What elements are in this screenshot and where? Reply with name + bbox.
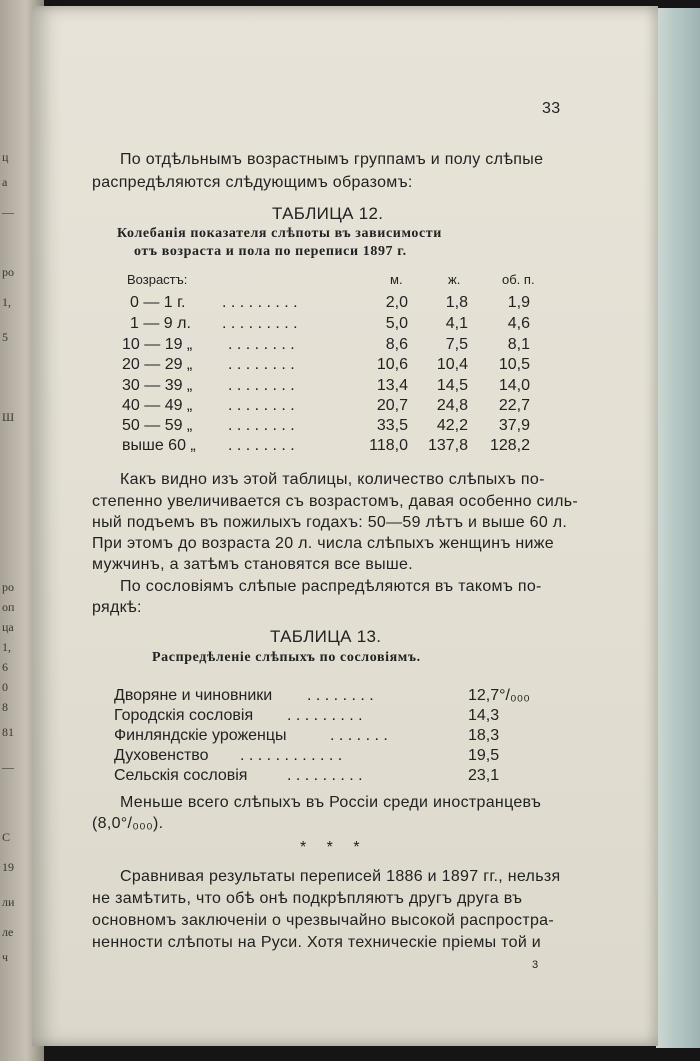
left-page-fragment: ч	[2, 950, 9, 964]
table-row	[32, 767, 658, 787]
value-male: 13,4	[376, 377, 408, 394]
table-row	[32, 727, 658, 747]
paragraph-line: рядкѣ:	[92, 599, 142, 616]
left-page-fragment: 8	[2, 700, 8, 714]
value-male: 118,0	[369, 437, 408, 454]
left-page-fragment: 19	[2, 860, 14, 874]
age-group: 30 — 39 „	[122, 377, 193, 394]
estate-label: Финляндскіе уроженцы	[114, 727, 287, 744]
asterism: * * *	[300, 839, 368, 856]
table-row	[32, 336, 658, 356]
table-row	[32, 356, 658, 376]
left-page-fragment: 5	[2, 330, 8, 344]
estate-label: Сельскія сословія	[114, 767, 248, 784]
value-total: 10,5	[498, 356, 530, 373]
value-total: 8,1	[507, 336, 530, 353]
paragraph-line: Сравнивая результаты переписей 1886 и 1897 гг., нельзя	[120, 868, 561, 885]
paragraph-line: основномъ заключеніи о чрезвычайно высокой распростра-	[92, 912, 554, 929]
book-cover-edge	[656, 8, 700, 1048]
table-row	[32, 437, 658, 457]
dot-leader: . . . . . . . . . . . .	[240, 747, 343, 764]
dot-leader: . . . . . . . . .	[287, 707, 363, 724]
header-total: об. п.	[502, 272, 535, 287]
intro-line: распредѣляются слѣдующимъ образомъ:	[92, 174, 413, 191]
signature-mark: 3	[532, 959, 539, 971]
left-page-fragment: —	[2, 760, 14, 774]
left-page-fragment: оп	[2, 600, 15, 614]
age-group: 0 — 1 г.	[130, 294, 186, 311]
table12-title: Колебанія показателя слѣпоты въ зависимости	[117, 226, 442, 241]
header-male: м.	[390, 272, 403, 287]
left-page-fragment: а	[2, 175, 8, 189]
estate-value: 12,7°/₀₀₀	[468, 687, 530, 704]
dot-leader: . . . . . . .	[330, 727, 388, 744]
paragraph-line: не замѣтить, что обѣ онѣ подкрѣпляютъ другъ друга въ	[92, 890, 523, 907]
paragraph-line: степенно увеличивается съ возрастомъ, давая особенно силь-	[92, 493, 579, 510]
estate-value: 23,1	[468, 767, 500, 784]
value-female: 137,8	[427, 437, 468, 454]
estate-value: 19,5	[468, 747, 500, 764]
table-row	[32, 417, 658, 437]
value-male: 33,5	[376, 417, 408, 434]
value-total: 4,6	[507, 315, 530, 332]
dot-leader: . . . . . . . .	[228, 356, 295, 373]
left-page-fragment: Ш	[2, 410, 15, 424]
value-male: 5,0	[385, 315, 408, 332]
table-row	[32, 687, 658, 707]
dot-leader: . . . . . . . . .	[222, 315, 298, 332]
value-female: 14,5	[436, 377, 468, 394]
value-female: 42,2	[436, 417, 468, 434]
left-page-fragment: ро	[2, 265, 14, 279]
age-group: 10 — 19 „	[122, 336, 193, 353]
paragraph-line: (8,0°/₀₀₀).	[92, 815, 164, 832]
table12-label: ТАБЛИЦА 12.	[272, 204, 384, 223]
value-male: 20,7	[376, 397, 408, 414]
age-group: 20 — 29 „	[122, 356, 193, 373]
intro-line: По отдѣльнымъ возрастнымъ группамъ и полу слѣпые	[120, 151, 544, 168]
value-female: 7,5	[445, 336, 468, 353]
value-male: 10,6	[376, 356, 408, 373]
dot-leader: . . . . . . . . .	[222, 294, 298, 311]
left-page-fragment: ли	[2, 895, 15, 909]
dot-leader: . . . . . . . .	[228, 417, 295, 434]
estate-label: Духовенство	[114, 747, 209, 764]
table-row	[32, 315, 658, 335]
table-row	[32, 294, 658, 314]
left-page-fragment: 1,	[2, 295, 11, 309]
left-page-fragment: С	[2, 830, 11, 844]
paragraph-line: Меньше всего слѣпыхъ въ Россіи среди иностранцевъ	[120, 794, 542, 811]
table-row	[32, 747, 658, 767]
header-age: Возрастъ:	[127, 272, 188, 287]
estate-label: Городскія сословія	[114, 707, 254, 724]
dot-leader: . . . . . . . .	[228, 397, 295, 414]
table13-label: ТАБЛИЦА 13.	[270, 627, 382, 646]
age-group: 50 — 59 „	[122, 417, 193, 434]
age-group: выше 60 „	[122, 437, 196, 454]
age-group: 40 — 49 „	[122, 397, 193, 414]
left-page-fragment: ле	[2, 925, 14, 939]
value-total: 37,9	[498, 417, 530, 434]
paragraph-line: ненности слѣпоты на Руси. Хотя техническіе пріемы той и	[92, 934, 542, 951]
left-page-fragment: 1,	[2, 640, 11, 654]
left-page-fragment: ро	[2, 580, 14, 594]
table13-title: Распредѣленіе слѣпыхъ по сословіямъ.	[152, 650, 421, 665]
value-female: 24,8	[436, 397, 468, 414]
estate-label: Дворяне и чиновники	[114, 687, 273, 704]
value-total: 14,0	[498, 377, 530, 394]
paragraph-line: Какъ видно изъ этой таблицы, количество слѣпыхъ по-	[120, 471, 545, 488]
book-page	[32, 6, 658, 1046]
left-page-fragment: —	[2, 205, 14, 219]
estate-value: 18,3	[468, 727, 500, 744]
dot-leader: . . . . . . . .	[307, 687, 374, 704]
dot-leader: . . . . . . . .	[228, 437, 295, 454]
value-total: 22,7	[498, 397, 530, 414]
table-row	[32, 377, 658, 397]
dot-leader: . . . . . . . .	[228, 377, 295, 394]
left-page-fragment: 0	[2, 680, 8, 694]
paragraph-line: ный подъемъ въ пожилыхъ годахъ: 50—59 лѣтъ и выше 60 л.	[92, 514, 568, 531]
dot-leader: . . . . . . . .	[228, 336, 295, 353]
value-total: 1,9	[507, 294, 530, 311]
left-page-fragment: ц	[2, 150, 9, 164]
value-female: 10,4	[436, 356, 468, 373]
left-page-fragment: 6	[2, 660, 8, 674]
value-total: 128,2	[489, 437, 530, 454]
value-female: 1,8	[445, 294, 468, 311]
header-female: ж.	[448, 272, 461, 287]
value-female: 4,1	[445, 315, 468, 332]
value-male: 2,0	[385, 294, 408, 311]
table-row	[32, 397, 658, 417]
table12-header-row	[32, 272, 658, 292]
table-row	[32, 707, 658, 727]
age-group: 1 — 9 л.	[130, 315, 191, 332]
value-male: 8,6	[385, 336, 408, 353]
paragraph-line: При этомъ до возраста 20 л. числа слѣпыхъ женщинъ ниже	[92, 535, 554, 552]
paragraph-line: По сословіямъ слѣпые распредѣляются въ такомъ по-	[120, 578, 542, 595]
estate-value: 14,3	[468, 707, 500, 724]
dot-leader: . . . . . . . . .	[287, 767, 363, 784]
page-number: 33	[542, 100, 561, 117]
paragraph-line: мужчинъ, а затѣмъ становятся все выше.	[92, 556, 413, 573]
left-page-fragment: 81	[2, 725, 14, 739]
left-page-fragment: ца	[2, 620, 14, 634]
table12-title: отъ возраста и пола по переписи 1897 г.	[134, 244, 407, 259]
